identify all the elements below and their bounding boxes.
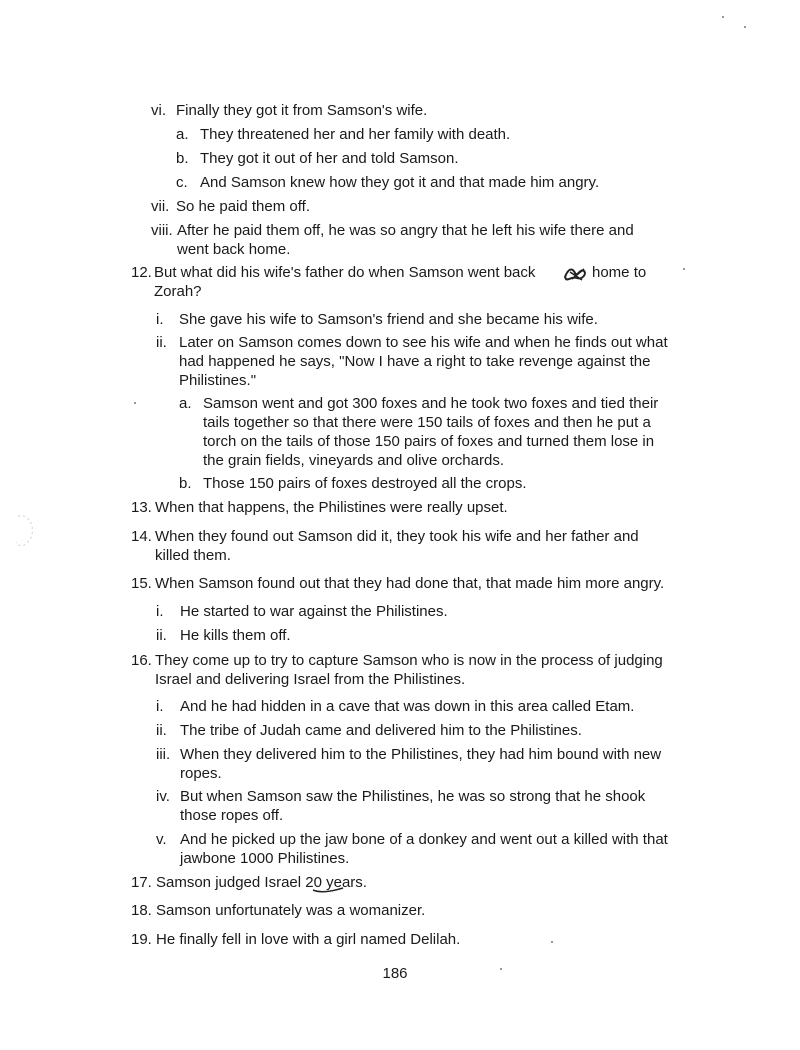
item-18-label: 18. [131, 902, 152, 919]
item-16-iv-text-2: those ropes off. [180, 807, 284, 824]
item-12-a-text-1: Samson went and got 300 foxes and he took two foxes and tied their [203, 395, 659, 412]
item-19-text: He finally fell in love with a girl named Delilah. [156, 931, 461, 948]
item-16-text-1: They come up to try to capture Samson who is now in the process of judging [155, 652, 663, 669]
item-12-b-text: Those 150 pairs of foxes destroyed all the crops. [203, 475, 527, 492]
scan-smudge-icon [12, 512, 38, 552]
item-12-i-label: i. [156, 311, 164, 328]
item-15-i-text: He started to war against the Philistines. [180, 603, 448, 620]
item-15-i-label: i. [156, 603, 164, 620]
item-12-ii-text-2: had happened he says, "Now I have a right to take revenge against the [179, 353, 651, 370]
item-16-v-label: v. [156, 831, 167, 848]
item-12-i-text: She gave his wife to Samson's friend and she became his wife. [179, 311, 598, 328]
item-vi-c-label: c. [176, 174, 188, 191]
item-13-text: When that happens, the Philistines were really upset. [155, 499, 508, 516]
item-12-b-label: b. [179, 475, 192, 492]
item-16-iii-text-1: When they delivered him to the Philistines, they had him bound with new [180, 746, 662, 763]
item-16-v-text-2: jawbone 1000 Philistines. [180, 850, 350, 867]
item-vi-a-label: a. [176, 126, 189, 143]
scan-speck [744, 26, 746, 28]
item-12-ii-text-3: Philistines." [179, 372, 257, 389]
item-12-a-text-4: the grain fields, vineyards and olive orchards. [203, 452, 504, 469]
item-15-label: 15. [131, 575, 152, 592]
handwritten-scribble-icon [562, 263, 590, 285]
item-16-iii-label: iii. [156, 746, 171, 763]
item-17-text: Samson judged Israel 20 years. [156, 874, 367, 891]
item-16-v-text-1: And he picked up the jaw bone of a donkey and went out a killed with that [180, 831, 668, 848]
item-14-label: 14. [131, 528, 152, 545]
item-12-ii-text-1: Later on Samson comes down to see his wife and when he finds out what [179, 334, 668, 351]
item-12-a-text-3: torch on the tails of those 150 pairs of foxes and turned them lose in [203, 433, 655, 450]
item-14-text-2: killed them. [155, 547, 231, 564]
item-16-i-text: And he had hidden in a cave that was down in this area called Etam. [180, 698, 635, 715]
item-14-text-1: When they found out Samson did it, they took his wife and her father and [155, 528, 639, 545]
item-12-text-2: Zorah? [154, 283, 202, 300]
item-16-ii-text: The tribe of Judah came and delivered him to the Philistines. [180, 722, 582, 739]
handwritten-underline-icon [312, 886, 344, 894]
item-12-a-label: a. [179, 395, 192, 412]
scan-speck [722, 16, 724, 18]
item-19-label: 19. [131, 931, 152, 948]
scan-speck [683, 268, 685, 270]
item-vii-label: vii. [151, 198, 170, 215]
item-16-iii-text-2: ropes. [180, 765, 222, 782]
item-vi-b-label: b. [176, 150, 189, 167]
item-vi-b-text: They got it out of her and told Samson. [200, 150, 459, 167]
item-16-iv-text-1: But when Samson saw the Philistines, he was so strong that he shook [180, 788, 646, 805]
item-13-label: 13. [131, 499, 152, 516]
item-16-ii-label: ii. [156, 722, 167, 739]
item-16-label: 16. [131, 652, 152, 669]
item-vi-text: Finally they got it from Samson's wife. [176, 102, 428, 119]
item-12-ii-label: ii. [156, 334, 167, 351]
scan-speck [500, 968, 502, 970]
item-15-text: When Samson found out that they had done that, that made him more angry. [155, 575, 665, 592]
item-vi-c-text: And Samson knew how they got it and that made him angry. [200, 174, 600, 191]
item-18-text: Samson unfortunately was a womanizer. [156, 902, 426, 919]
item-vii-text: So he paid them off. [176, 198, 310, 215]
item-viii-text-1: After he paid them off, he was so angry that he left his wife there and [177, 222, 634, 239]
item-12-label: 12. [131, 264, 152, 281]
item-15-ii-label: ii. [156, 627, 167, 644]
scan-speck [134, 402, 136, 404]
item-15-ii-text: He kills them off. [180, 627, 291, 644]
item-16-text-2: Israel and delivering Israel from the Philistines. [155, 671, 466, 688]
item-viii-label: viii. [151, 222, 173, 239]
item-17-label: 17. [131, 874, 152, 891]
item-16-iv-label: iv. [156, 788, 170, 805]
item-12-text-1b: home to [592, 264, 647, 281]
item-viii-text-2: went back home. [177, 241, 291, 258]
page-number: 186 [382, 965, 408, 982]
item-12-text-1: But what did his wife's father do when Samson went back [154, 264, 536, 281]
scan-speck [551, 941, 553, 943]
item-12-a-text-2: tails together so that there were 150 tails of foxes and then he put a [203, 414, 651, 431]
item-vi-a-text: They threatened her and her family with death. [200, 126, 511, 143]
item-16-i-label: i. [156, 698, 164, 715]
item-vi-label: vi. [151, 102, 166, 119]
